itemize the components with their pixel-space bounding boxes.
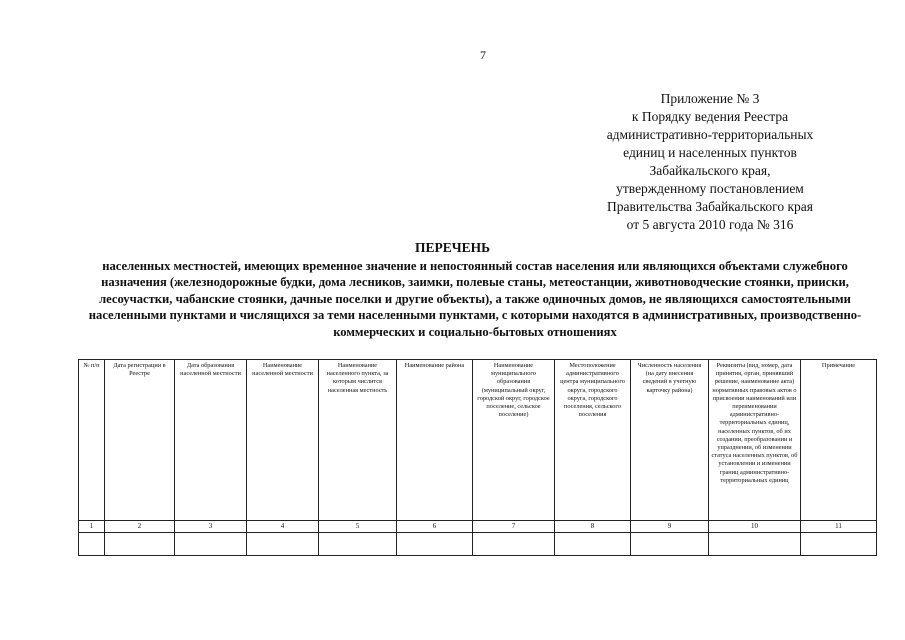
table-cell: [397, 533, 473, 556]
table-row: [79, 533, 877, 556]
table-cell: [105, 533, 175, 556]
annex-line: Правительства Забайкальского края: [607, 199, 813, 214]
annex-line: утвержденному постановлением: [616, 181, 804, 196]
column-number-cell: 5: [319, 521, 397, 533]
header-cell: Местоположение административного центра муниципального округа, городского округа, городского поселения, сельского поселения: [555, 360, 631, 521]
header-cell: Примечание: [801, 360, 877, 521]
header-cell: Наименование населенной местности: [247, 360, 319, 521]
header-cell: Дата образования населенной местности: [175, 360, 247, 521]
annex-line: Забайкальского края,: [649, 163, 771, 178]
table-cell: [555, 533, 631, 556]
document-title: ПЕРЕЧЕНЬ: [414, 240, 491, 255]
column-number-cell: 9: [631, 521, 709, 533]
annex-line: к Порядку ведения Реестра: [631, 109, 789, 124]
column-number-cell: 3: [175, 521, 247, 533]
column-number-cell: 8: [555, 521, 631, 533]
column-number-cell: 11: [801, 521, 877, 533]
column-number-cell: 1: [79, 521, 105, 533]
annex-block: [560, 90, 860, 234]
registry-table: [78, 359, 877, 556]
table-cell: [631, 533, 709, 556]
table-cell: [801, 533, 877, 556]
header-cell: Наименование муниципального образования (муниципальный округ, городской округ, городское поселение, сельское поселение): [473, 360, 555, 521]
column-number-cell: 6: [397, 521, 473, 533]
column-number-cell: 4: [247, 521, 319, 533]
column-number-row: [79, 521, 877, 533]
page-number: 7: [480, 48, 486, 62]
header-cell: Наименование района: [397, 360, 473, 521]
table-cell: [247, 533, 319, 556]
table-cell: [175, 533, 247, 556]
column-number-cell: 10: [709, 521, 801, 533]
header-cell: Реквизиты (вид, номер, дата принятия, орган, принявший решение, наименование акта) нормативных правовых актов о присвоении наименований или переименовании административно-территориальных единиц, населенных пунктов, об их создании, преобразовании и упразднении, об изменении статуса населенных пунктов, об установлении и изменении границ административно-территориальных единиц: [709, 360, 801, 521]
annex-line: от 5 августа 2010 года № 316: [626, 217, 794, 232]
annex-line: единиц и населенных пунктов: [623, 145, 797, 160]
table-cell: [709, 533, 801, 556]
table-cell: [473, 533, 555, 556]
annex-line: административно-территориальных: [606, 127, 814, 142]
header-cell: Дата регистрации в Реестре: [105, 360, 175, 521]
column-number-cell: 2: [105, 521, 175, 533]
table-header-row: [79, 360, 877, 521]
column-number-cell: 7: [473, 521, 555, 533]
table-cell: [79, 533, 105, 556]
document-subtitle: населенных местностей, имеющих временное значение и непостоянный состав населения или являющихся объектами служебного назначения (железнодорожные будки, дома лесников, заимки, полевые станы, метеостанции, животноводческие стоянки, прииски, лесоучастки, чабанские стоянки, дачные поселки и другие объекты), а также одиночных домов, не являющихся самостоятельными населенными пунктами и числящихся за теми населенными пунктами, с которыми находятся в административных, производственно-коммерческих и социально-бытовых отношениях: [88, 259, 862, 339]
header-cell: Численность населения (на дату внесения сведений в учетную карточку района): [631, 360, 709, 521]
annex-line: Приложение № 3: [660, 91, 760, 106]
header-cell: № п/п: [79, 360, 105, 521]
table-cell: [319, 533, 397, 556]
header-cell: Наименование населенного пункта, за которым числится населенная местность: [319, 360, 397, 521]
